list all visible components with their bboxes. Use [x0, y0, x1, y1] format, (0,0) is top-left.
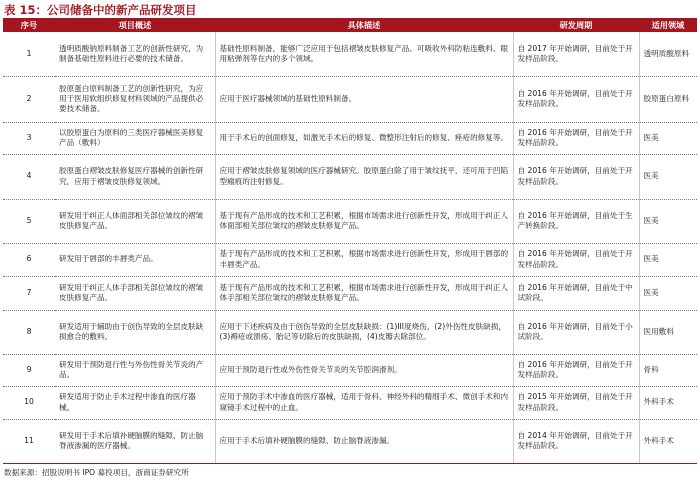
row-detail: 基于现有产品形成的技术和工艺积累，根据市场需求进行创新性开发，形成用于纠正人体手部相关部位皱纹的褶皱皮肤修复产品。 — [215, 276, 513, 310]
row-detail: 应用于下述疾病及由于创伤导致的全层皮肤缺损：(1)III度烧伤，(2)外伤性皮肤缺损，(3)褥疮或溃疡、胎记等切除后的皮肤缺损，(4)皮瓣去除部位。 — [215, 310, 513, 354]
row-detail: 基于现有产品形成的技术和工艺积累，根据市场需求进行创新性开发，形成用于纠正人体面部相关部位皱纹的褶皱皮肤修复产品。 — [215, 199, 513, 243]
row-number: 7 — [3, 276, 55, 310]
table-row — [3, 243, 697, 276]
table-header-row — [3, 18, 697, 32]
row-number: 9 — [3, 354, 55, 386]
row-overview: 研发适用于辅助由于创伤导致的全层皮肤缺损愈合的敷料。 — [55, 310, 215, 354]
row-field: 胶原蛋白原料 — [639, 76, 697, 122]
row-overview: 研发用于预防退行性与外伤性骨关节炎的产品。 — [55, 354, 215, 386]
table-title: 表 15：公司储备中的新产品研发项目 — [4, 3, 197, 17]
row-cycle: 自 2016 年开始调研，目前处于小试阶段。 — [513, 310, 639, 354]
row-detail: 应用于医疗器械领域的基础性原料制备。 — [215, 76, 513, 122]
table-row — [3, 32, 697, 76]
row-cycle: 自 2016 年开始调研，目前处于开发样品阶段。 — [513, 243, 639, 276]
row-overview: 胶原蛋白原料制备工艺的创新性研究，为应用于医用软组织修复材料领域的产品提供必要技术储备。 — [55, 76, 215, 122]
row-cycle: 自 2016 年开始调研，目前处于开发样品阶段。 — [513, 122, 639, 154]
row-cycle: 自 2016 年开始调研，目前处于开发样品阶段。 — [513, 354, 639, 386]
row-field: 外科手术 — [639, 419, 697, 463]
table-row — [3, 154, 697, 199]
row-overview: 以胶原蛋白为原料的三类医疗器械医美修复产品（敷料） — [55, 122, 215, 154]
row-cycle: 自 2016 年开始调研，目前处于开发样品阶段。 — [513, 154, 639, 199]
row-field: 医美 — [639, 243, 697, 276]
row-number: 4 — [3, 154, 55, 199]
table-row — [3, 199, 697, 243]
row-field: 骨科 — [639, 354, 697, 386]
row-number: 3 — [3, 122, 55, 154]
row-field: 医美 — [639, 122, 697, 154]
row-number: 6 — [3, 243, 55, 276]
row-overview: 研发用于纠正人体手部相关部位皱纹的褶皱皮肤修复产品。 — [55, 276, 215, 310]
row-overview: 研发用于唇部的丰唇类产品。 — [55, 243, 215, 276]
table-row — [3, 386, 697, 419]
row-overview: 研发用于手术后填补硬脑膜的缝隙、防止脑脊液渗漏的医疗器械。 — [55, 419, 215, 463]
row-field: 医美 — [639, 154, 697, 199]
header-cycle: 研发周期 — [513, 18, 639, 32]
row-number: 2 — [3, 76, 55, 122]
row-field: 外科手术 — [639, 386, 697, 419]
row-overview: 透明质酸钠原料制备工艺的创新性研究，为制备基础性原料进行必要的技术储备。 — [55, 32, 215, 76]
row-detail: 应用于预防退行性或外伤性骨关节炎的关节腔润滑剂。 — [215, 354, 513, 386]
row-detail: 应用于手术后填补硬脑膜的缝隙、防止脑脊液渗漏。 — [215, 419, 513, 463]
row-cycle: 自 2016 年开始调研，目前处于开发样品阶段。 — [513, 76, 639, 122]
row-detail: 基于现有产品形成的技术和工艺积累，根据市场需求进行创新性开发，形成用于唇部的丰唇类产品。 — [215, 243, 513, 276]
row-cycle: 自 2016 年开始调研，目前处于生产转换阶段。 — [513, 199, 639, 243]
row-overview: 研发用于纠正人体面部相关部位皱纹的褶皱皮肤修复产品。 — [55, 199, 215, 243]
header-overview: 项目概述 — [55, 18, 215, 32]
header-detail: 具体描述 — [215, 18, 513, 32]
row-cycle: 自 2014 年开始调研，目前处于开发样品阶段。 — [513, 419, 639, 463]
row-field: 医用敷料 — [639, 310, 697, 354]
table-row — [3, 122, 697, 154]
row-detail: 应用于褶皱皮肤修复领域的医疗器械研究。胶原蛋白除了用于皱纹抚平，还可用于凹陷型瘢痕的注射修复。 — [215, 154, 513, 199]
table-row — [3, 276, 697, 310]
row-overview: 研发适用于防止手术过程中渗血的医疗器械。 — [55, 386, 215, 419]
row-number: 11 — [3, 419, 55, 463]
header-no: 序号 — [3, 18, 55, 32]
table-row — [3, 354, 697, 386]
row-cycle: 自 2015 年开始调研，目前处于开发样品阶段。 — [513, 386, 639, 419]
row-field: 透明质酸原料 — [639, 32, 697, 76]
row-number: 8 — [3, 310, 55, 354]
row-cycle: 自 2017 年开始调研，目前处于开发样品阶段。 — [513, 32, 639, 76]
row-overview: 胶原蛋白褶皱皮肤修复医疗器械的创新性研究，应用于褶皱皮肤修复领域。 — [55, 154, 215, 199]
table-row — [3, 419, 697, 463]
row-number: 10 — [3, 386, 55, 419]
row-detail: 基础性原料制备，能够广泛应用于包括褶皱皮肤修复产品、可吸收外科防粘连敷料、眼用粘弹剂等在内的多个领域。 — [215, 32, 513, 76]
row-number: 1 — [3, 32, 55, 76]
table-row — [3, 310, 697, 354]
row-field: 医美 — [639, 276, 697, 310]
row-detail: 应用于预防手术中渗血的医疗器械，适用于骨科、神经外科的精细手术、微创手术和内窥镜手术过程中的止血。 — [215, 386, 513, 419]
row-detail: 用于手术后的创面修复，如激光手术后的修复、微整形注射后的修复、痤疮的修复等。 — [215, 122, 513, 154]
header-field: 适用领域 — [639, 18, 697, 32]
table-row — [3, 76, 697, 122]
rd-projects-table — [3, 18, 697, 464]
row-field: 医美 — [639, 199, 697, 243]
row-number: 5 — [3, 199, 55, 243]
row-cycle: 自 2016 年开始调研，目前处于中试阶段。 — [513, 276, 639, 310]
data-source-note: 数据来源：招股说明书 IPO 募投项目，浙商证券研究所 — [4, 467, 189, 477]
